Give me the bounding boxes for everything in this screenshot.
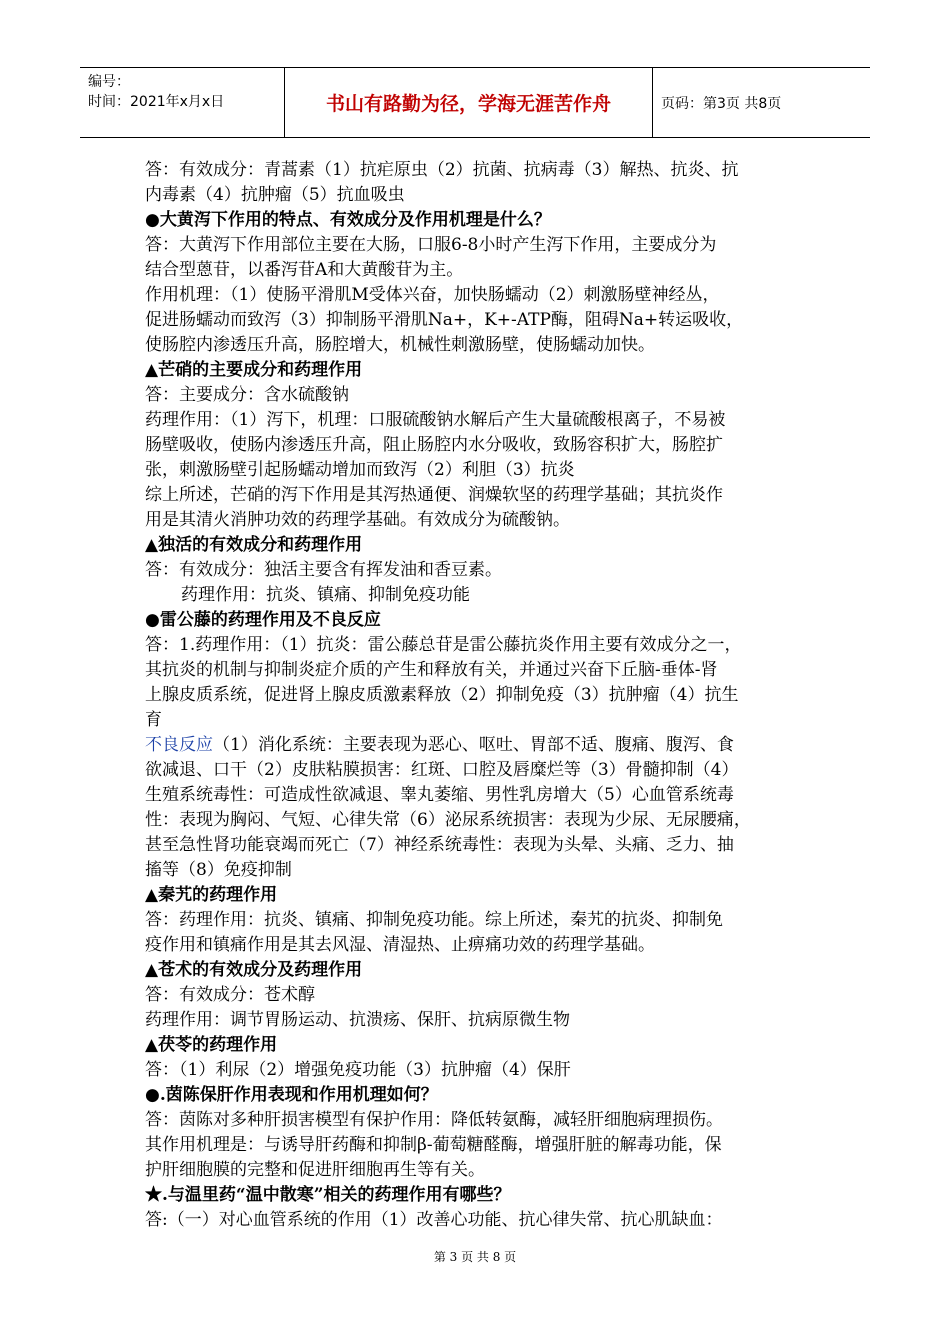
body-line: 综上所述，芒硝的泻下作用是其泻热通便、润燥软坚的药理学基础；其抗炎作 [145,485,723,505]
section-heading: ▲芒硝的主要成分和药理作用 [145,360,363,380]
body-line [145,733,813,758]
body-line: 其抗炎的机制与抑制炎症介质的产生和释放有关，并通过兴奋下丘脑-垂体-肾 [145,660,718,680]
body-line: 用是其清火消肿功效的药理学基础。有效成分为硫酸钠。 [145,510,570,530]
body-line: 欲减退、口干（2）皮肤粘膜损害：红斑、口腔及唇糜烂等（3）骨髓抑制（4） [145,760,739,780]
body-line: 作用机理：（1）使肠平滑肌M受体兴奋，加快肠蠕动（2）刺激肠壁神经丛， [145,285,720,305]
number-label: 编号： [88,74,130,90]
section-heading: ●雷公藤的药理作用及不良反应 [145,610,381,630]
body-line: 性：表现为胸闷、气短、心律失常（6）泌尿系统损害：表现为少尿、无尿腰痛， [145,810,751,830]
body-line: 其作用机理是：与诱导肝药酶和抑制β-葡萄糖醛酶，增强肝脏的解毒功能，保 [145,1135,722,1155]
section-heading: ▲茯苓的药理作用 [145,1035,278,1055]
body-line: 上腺皮质系统，促进肾上腺皮质激素释放（2）抑制免疫（3）抗肿瘤（4）抗生 [145,685,739,705]
body-line: 答：茵陈对多种肝损害模型有保护作用：降低转氨酶，减轻肝细胞病理损伤。 [145,1110,723,1130]
section-heading: ▲苍术的有效成分及药理作用 [145,960,363,980]
body-line: 药理作用：（1）泻下，机理：口服硫酸钠水解后产生大量硫酸根离子，不易被 [145,410,726,430]
body-line: 生殖系统毒性：可造成性欲减退、睾丸萎缩、男性乳房增大（5）心血管系统毒 [145,785,734,805]
body-line: 药理作用：抗炎、镇痛、抑制免疫功能 [181,585,470,605]
body-line: 甚至急性肾功能衰竭而死亡（7）神经系统毒性：表现为头晕、头痛、乏力、抽 [145,835,734,855]
body-line: 答：（1）利尿（2）增强免疫功能（3）抗肿瘤（4）保肝 [145,1060,571,1080]
body-line: 育 [145,710,162,730]
body-line: 答：有效成分：独活主要含有挥发油和香豆素。 [145,560,502,580]
body-line: 答：大黄泻下作用部位主要在大肠，口服6-8小时产生泻下作用，主要成分为 [145,235,717,255]
body-line: 促进肠蠕动而致泻（3）抑制肠平滑肌Na+，K+-ATP酶，阻碍Na+转运吸收， [145,310,744,330]
header-motto: 书山有路勤为径，学海无涯苦作舟 [285,68,653,137]
body-line: 内毒素（4）抗肿瘤（5）抗血吸虫 [145,185,405,205]
body-line: 答：1.药理作用：（1）抗炎：雷公藤总苷是雷公藤抗炎作用主要有效成分之一， [145,635,742,655]
body-line: 答：主要成分：含水硫酸钠 [145,385,349,405]
body-line: 药理作用：调节胃肠运动、抗溃疡、保肝、抗病原微生物 [145,1010,570,1030]
body-line-text: （1）消化系统：主要表现为恶心、呕吐、胃部不适、腹痛、腹泻、食 [213,735,734,755]
body-line: 肠壁吸收，使肠内渗透压升高，阻止肠腔内水分吸收，致肠容积扩大，肠腔扩 [145,435,723,455]
body-line: 使肠腔内渗透压升高，肠腔增大，机械性刺激肠壁，使肠蠕动加快。 [145,335,655,355]
body-line: 答：药理作用：抗炎、镇痛、抑制免疫功能。综上所述，秦艽的抗炎、抑制免 [145,910,723,930]
section-heading: ●大黄泻下作用的特点、有效成分及作用机理是什么？ [145,210,551,230]
body-line: 答：有效成分：青蒿素（1）抗疟原虫（2）抗菌、抗病毒（3）解热、抗炎、抗 [145,160,739,180]
body-line: 答:（一）对心血管系统的作用（1）改善心功能、抗心律失常、抗心肌缺血： [145,1210,723,1230]
page-footer: 第 3 页 共 8 页 [433,1250,517,1264]
section-heading: ●.茵陈保肝作用表现和作用机理如何？ [145,1085,438,1105]
time-label: 时间：2021年x月x日 [88,94,225,110]
body-line: 张，刺激肠壁引起肠蠕动增加而致泻（2）利胆（3）抗炎 [145,460,575,480]
adverse-reaction-link[interactable]: 不良反应 [145,735,213,755]
section-heading: ★.与温里药“温中散寒”相关的药理作用有哪些？ [145,1185,511,1205]
document-body [145,158,813,1233]
body-line: 结合型蒽苷，以番泻苷A和大黄酸苷为主。 [145,260,464,280]
page-header [80,67,870,138]
section-heading: ▲独活的有效成分和药理作用 [145,535,363,555]
section-heading: ▲秦艽的药理作用 [145,885,278,905]
body-line: 疫作用和镇痛作用是其去风湿、清湿热、止痹痛功效的药理学基础。 [145,935,655,955]
body-line: 搐等（8）免疫抑制 [145,860,292,880]
body-line: 答：有效成分：苍术醇 [145,985,315,1005]
header-page-label: 页码：第3页 共8页 [661,95,782,112]
body-line: 护肝细胞膜的完整和促进肝细胞再生等有关。 [145,1160,485,1180]
header-info-cell [80,68,285,137]
